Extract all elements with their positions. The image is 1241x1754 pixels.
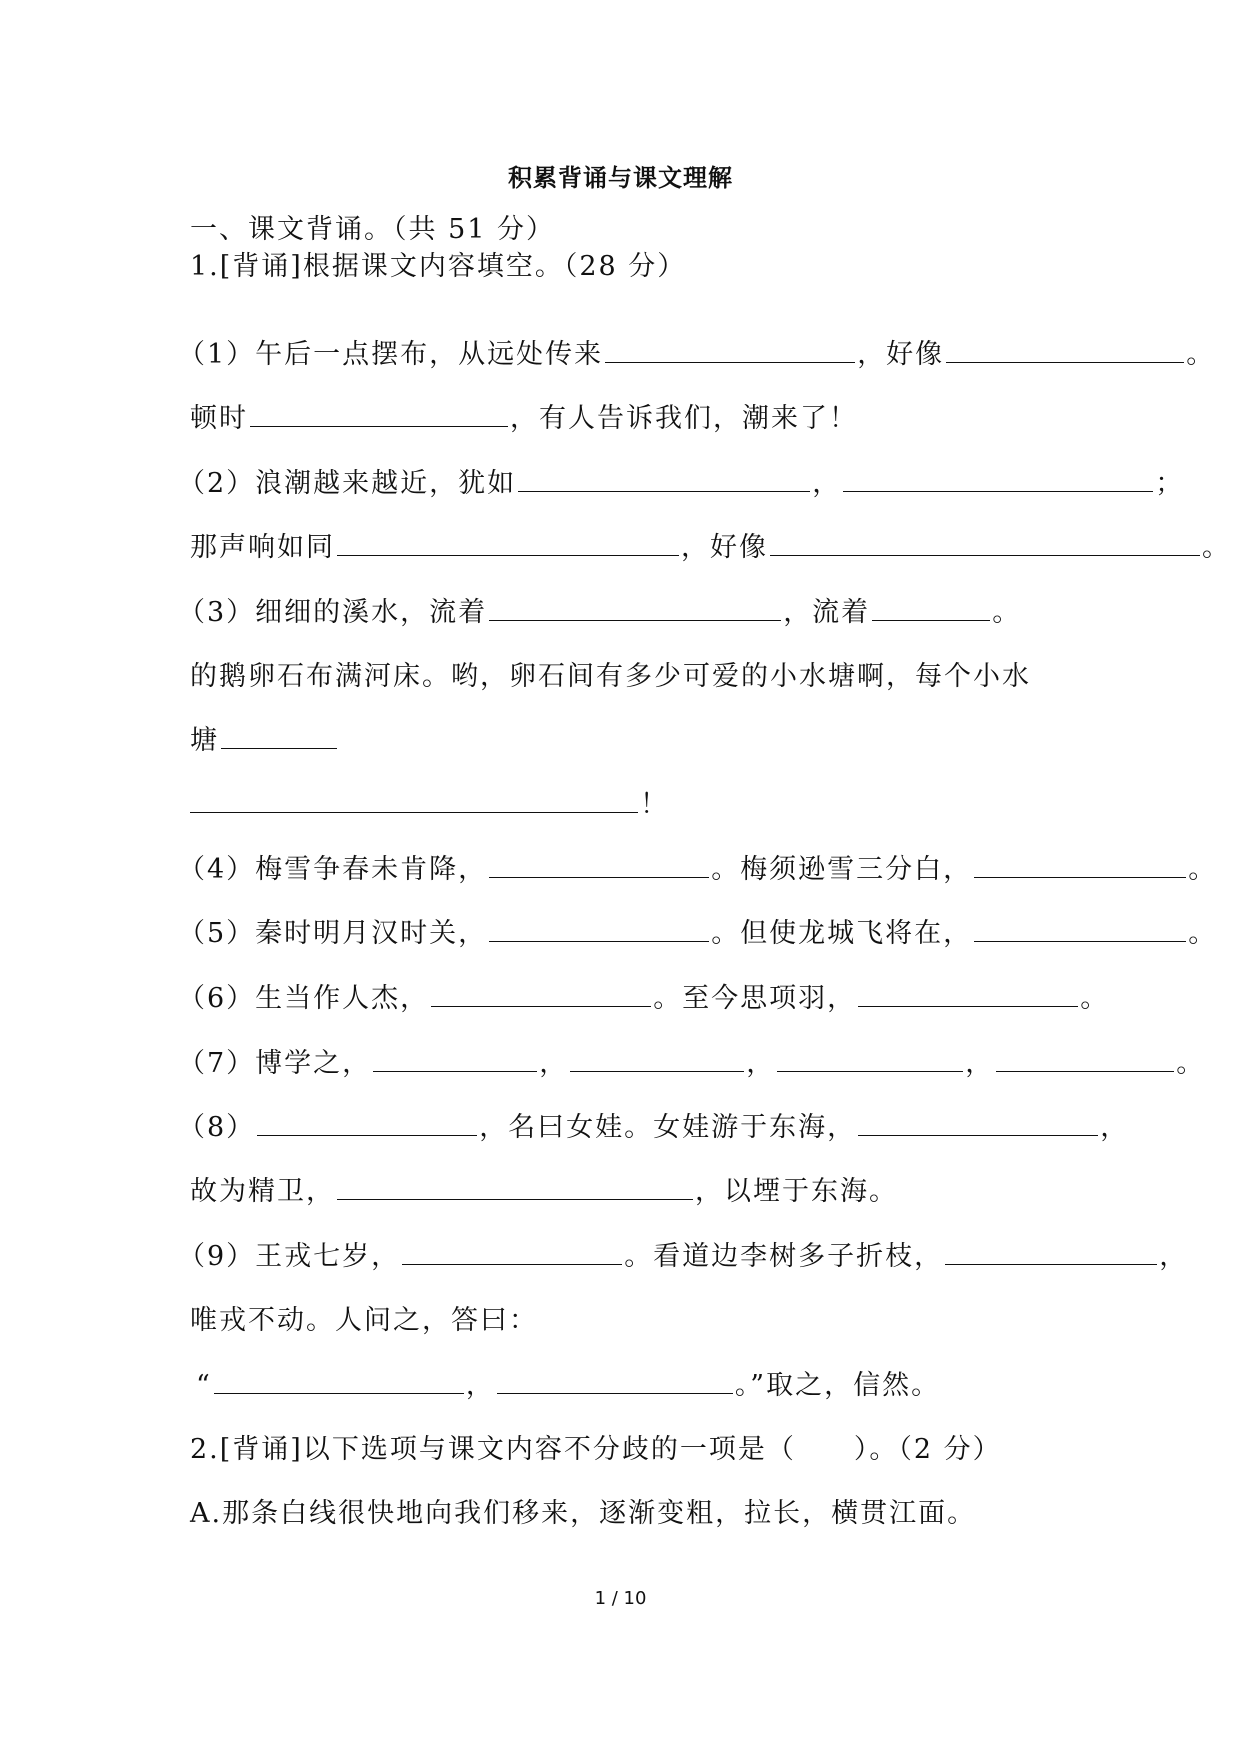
question-1-8-line-2: 故为精卫， ，以堙于东海。	[190, 1176, 898, 1207]
fill-blank[interactable]	[974, 917, 1186, 942]
fill-blank[interactable]	[221, 724, 337, 749]
page-number: 1 / 10	[594, 1588, 647, 1609]
fill-blank[interactable]	[872, 596, 990, 621]
fill-blank[interactable]	[190, 788, 638, 813]
question-1-3-line-1: （3）细细的溪水，流着 ，流着 。	[178, 597, 1022, 628]
fill-blank[interactable]	[996, 1047, 1174, 1072]
question-1-3-line-4: ！	[190, 788, 669, 822]
question-1-3-line-2: 的鹅卵石布满河床。哟，卵石间有多少可爱的小水塘啊，每个小水	[190, 661, 1031, 692]
fill-blank[interactable]	[337, 531, 679, 556]
question-1-4: （4）梅雪争春未肯降， 。梅须逊雪三分白， 。	[178, 854, 1218, 885]
question-1-9-line-1: （9）王戎七岁， 。看道边李树多子折枝， ，	[178, 1241, 1189, 1272]
section-heading: 一、课文背诵。（共 51 分）	[190, 214, 556, 245]
fill-blank[interactable]	[946, 338, 1184, 363]
fill-blank[interactable]	[250, 402, 508, 427]
fill-blank[interactable]	[373, 1047, 537, 1072]
question-2-stem: 2.[背诵]以下选项与课文内容不分歧的一项是（ ）。（2 分）	[190, 1434, 1002, 1465]
fill-blank[interactable]	[497, 1369, 733, 1394]
question-1-6: （6）生当作人杰， 。至今思项羽， 。	[178, 983, 1110, 1014]
fill-blank[interactable]	[858, 1111, 1098, 1136]
fill-blank[interactable]	[945, 1240, 1157, 1265]
question-1-1-line-2: 顿时 ，有人告诉我们，潮来了！	[190, 403, 858, 434]
question-2-option-a: A.那条白线很快地向我们移来，逐渐变粗，拉长，横贯江面。	[190, 1498, 977, 1529]
fill-blank[interactable]	[605, 338, 855, 363]
fill-blank[interactable]	[337, 1175, 693, 1200]
fill-blank[interactable]	[431, 982, 651, 1007]
question-1-5: （5）秦时明月汉时关， 。但使龙城飞将在， 。	[178, 918, 1218, 949]
fill-blank[interactable]	[570, 1047, 744, 1072]
question-1-8-line-1: （8） ，名曰女娃。女娃游于东海， ，	[178, 1112, 1130, 1143]
fill-blank[interactable]	[974, 853, 1186, 878]
question-1-3-line-3: 塘	[190, 724, 339, 758]
question-1-9-line-3: “ ， 。”取之，信然。	[196, 1370, 941, 1401]
fill-blank[interactable]	[518, 467, 810, 492]
question-1-2-line-2: 那声响如同 ，好像 。	[190, 532, 1231, 563]
fill-blank[interactable]	[777, 1047, 963, 1072]
fill-blank[interactable]	[257, 1111, 477, 1136]
fill-blank[interactable]	[770, 531, 1200, 556]
question-1-stem: 1.[背诵]根据课文内容填空。（28 分）	[190, 251, 687, 282]
question-1-7: （7）博学之， ， ， ， 。	[178, 1048, 1206, 1079]
fill-blank[interactable]	[489, 596, 781, 621]
page-title: 积累背诵与课文理解	[508, 164, 733, 192]
question-1-9-line-2: 唯戎不动。人问之，答曰：	[190, 1305, 538, 1336]
fill-blank[interactable]	[402, 1240, 622, 1265]
fill-blank[interactable]	[489, 917, 709, 942]
fill-blank[interactable]	[858, 982, 1078, 1007]
question-1-2-line-1: （2）浪潮越来越近，犹如 ， ；	[178, 468, 1185, 499]
fill-blank[interactable]	[489, 853, 709, 878]
fill-blank[interactable]	[843, 467, 1153, 492]
fill-blank[interactable]	[214, 1369, 464, 1394]
question-1-1-line-1: （1）午后一点摆布，从远处传来 ，好像 。	[178, 339, 1216, 370]
